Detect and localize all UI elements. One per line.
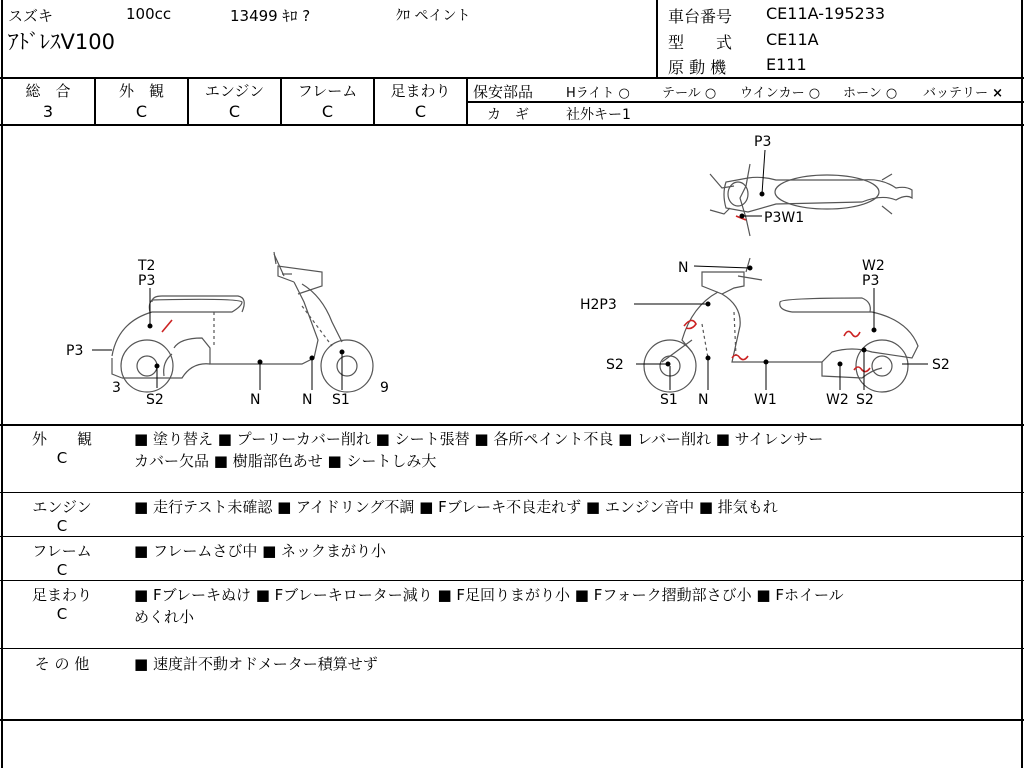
frame-no: CE11A-195233 bbox=[766, 4, 886, 23]
safety-headlight bbox=[566, 82, 630, 101]
damage-mark bbox=[732, 355, 748, 360]
damage-diagram bbox=[2, 126, 1022, 422]
damage-mark bbox=[162, 320, 172, 332]
safety-horn-name: ホーン bbox=[843, 86, 882, 101]
line-remark-4 bbox=[0, 648, 1024, 649]
line-ratings-mid bbox=[466, 101, 1024, 103]
label-right-s1: S1 bbox=[660, 392, 678, 408]
displacement: 100cc bbox=[126, 5, 172, 23]
remark-label: エンジン bbox=[32, 498, 92, 516]
safety-horn-mark: ○ bbox=[885, 86, 898, 101]
label-left-n2: N bbox=[302, 392, 313, 408]
label-right-s2c: S2 bbox=[856, 392, 874, 408]
engine-model: E111 bbox=[766, 55, 807, 74]
label-left-t2: T2 bbox=[138, 258, 156, 274]
engine-model-label: 原 動 機 bbox=[668, 58, 727, 77]
safety-tail-name: テール bbox=[662, 86, 701, 101]
label-right-p3: P3 bbox=[862, 273, 880, 289]
line-remark-5 bbox=[0, 719, 1024, 721]
line-remark-1 bbox=[0, 492, 1024, 493]
label-top-p3: P3 bbox=[754, 134, 772, 150]
label-left-3: 3 bbox=[112, 380, 121, 396]
rating-engine-label: エンジン bbox=[204, 82, 265, 100]
safety-label: 保安部品 bbox=[473, 83, 534, 101]
label-right-n2: N bbox=[698, 392, 709, 408]
label-left-9: 9 bbox=[380, 380, 389, 396]
rating-engine-value: C bbox=[228, 102, 241, 121]
remark-grade: C bbox=[56, 561, 68, 579]
remark-label: そ の 他 bbox=[34, 655, 90, 673]
rating-frame-value: C bbox=[321, 102, 334, 121]
rating-overall-value: 3 bbox=[42, 102, 54, 121]
safety-battery-mark: × bbox=[992, 86, 1004, 101]
remark-text: ■ 速度計不動オドメーター積算せず bbox=[134, 655, 378, 673]
remark-text: ■ 走行テスト未確認 ■ アイドリング不調 ■ Fブレーキ不良走れず ■ エンジン音中 ■ 排気もれ bbox=[134, 498, 778, 516]
rating-suspension-label: 足まわり bbox=[390, 82, 451, 100]
remark-label: フレーム bbox=[32, 542, 92, 560]
rating-exterior-label: 外 観 bbox=[118, 82, 164, 100]
safety-headlight-name: Hライト bbox=[566, 86, 615, 101]
remark-text: カバー欠品 ■ 樹脂部色あせ ■ シートしみ大 bbox=[134, 452, 437, 470]
safety-tail bbox=[662, 82, 716, 101]
label-right-w1: W1 bbox=[754, 392, 777, 408]
safety-horn bbox=[843, 82, 897, 101]
label-left-n1: N bbox=[250, 392, 261, 408]
line-header-bottom bbox=[0, 77, 1024, 79]
remark-label: 足まわり bbox=[31, 586, 92, 604]
rating-divider-5 bbox=[466, 78, 468, 125]
mileage: 13499 ｷﾛ ? bbox=[230, 7, 311, 25]
safety-headlight-mark: ○ bbox=[618, 86, 630, 101]
safety-winker-name: ウインカー bbox=[740, 86, 805, 101]
top-view-scooter bbox=[710, 164, 912, 236]
damage-mark bbox=[844, 331, 860, 336]
safety-winker bbox=[740, 82, 820, 101]
safety-winker-mark: ○ bbox=[808, 86, 821, 101]
header-divider bbox=[656, 0, 658, 78]
label-right-h2p3: H2P3 bbox=[580, 297, 617, 313]
label-right-n: N bbox=[678, 260, 689, 276]
remark-grade: C bbox=[56, 605, 68, 623]
label-right-s2a: S2 bbox=[606, 357, 624, 373]
rating-overall-label: 総 合 bbox=[25, 82, 71, 100]
line-remark-3 bbox=[0, 580, 1024, 581]
remark-text: ■ フレームさび中 ■ ネックまがり小 bbox=[134, 542, 387, 560]
type-label: 型 式 bbox=[668, 33, 733, 52]
remark-grade: C bbox=[56, 449, 68, 467]
label-left-p3a: P3 bbox=[138, 273, 156, 289]
label-left-s1: S1 bbox=[332, 392, 350, 408]
rating-exterior-value: C bbox=[135, 102, 148, 121]
safety-battery bbox=[923, 82, 1003, 101]
label-right-w2: W2 bbox=[862, 258, 885, 274]
type-value: CE11A bbox=[766, 30, 819, 49]
maker: スズキ bbox=[8, 7, 54, 25]
rating-frame-label: フレーム bbox=[297, 82, 358, 100]
line-remark-2 bbox=[0, 536, 1024, 537]
key-label: カ ギ bbox=[487, 107, 529, 123]
remark-text: ■ Fブレーキぬけ ■ Fブレーキローター減り ■ F足回りまがり小 ■ Fフォーク摺動部さび小 ■ Fホイール bbox=[134, 586, 844, 604]
label-left-s2: S2 bbox=[146, 392, 164, 408]
frame-no-label: 車台番号 bbox=[668, 7, 733, 26]
remark-label: 外 観 bbox=[31, 430, 92, 448]
line-diagram-bottom bbox=[0, 424, 1024, 426]
remark-text: めくれ小 bbox=[134, 608, 195, 626]
label-top-p3w1: P3W1 bbox=[764, 210, 805, 226]
color: ｸﾛ ペイント bbox=[396, 8, 471, 24]
key-value: 社外キー1 bbox=[566, 107, 631, 123]
label-left-p3b: P3 bbox=[66, 343, 84, 359]
label-right-s2b: S2 bbox=[932, 357, 950, 373]
safety-tail-mark: ○ bbox=[704, 86, 717, 101]
model-name: ｱﾄﾞﾚｽV100 bbox=[8, 30, 115, 54]
damage-mark bbox=[684, 320, 696, 328]
remark-grade: C bbox=[56, 517, 68, 535]
safety-battery-name: バッテリー bbox=[923, 86, 989, 101]
label-right-w2b: W2 bbox=[826, 392, 849, 408]
remark-text: ■ 塗り替え ■ プーリーカバー削れ ■ シート張替 ■ 各所ペイント不良 ■ レバー削れ ■ サイレンサー bbox=[134, 430, 824, 448]
rating-suspension-value: C bbox=[414, 102, 427, 121]
